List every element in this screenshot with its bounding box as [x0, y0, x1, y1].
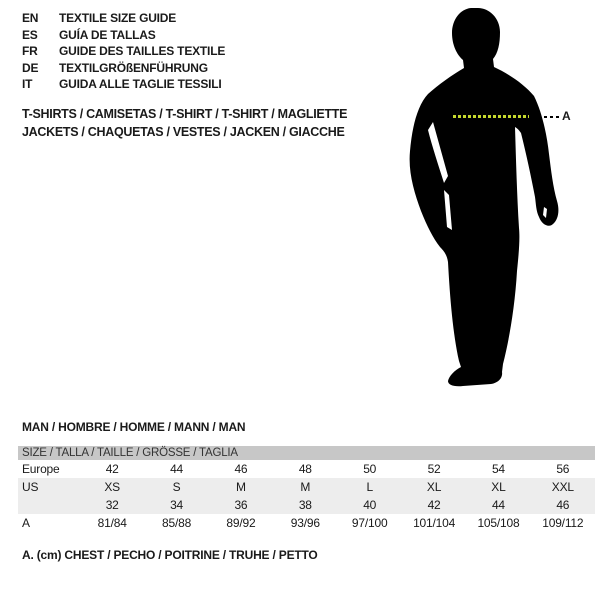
- size-cell: 89/92: [226, 516, 256, 530]
- category-line-jackets: JACKETS / CHAQUETAS / VESTES / JACKEN / GIACCHE: [22, 125, 345, 139]
- chest-measure-label: A: [562, 109, 571, 123]
- lang-code: ES: [22, 27, 38, 42]
- lang-code: IT: [22, 77, 33, 92]
- category-line-tshirts: T-SHIRTS / CAMISETAS / T-SHIRT / T-SHIRT / MAGLIETTE: [22, 107, 348, 121]
- row-label: [18, 496, 80, 514]
- lang-label: GUÍA DE TALLAS: [59, 27, 156, 42]
- chest-measure-dash-inner: [453, 115, 529, 118]
- size-cell: XS: [104, 480, 120, 494]
- size-cell: 97/100: [351, 516, 388, 530]
- row-label: A: [22, 516, 30, 530]
- lang-label: TEXTILE SIZE GUIDE: [59, 11, 177, 25]
- chest-measure-dash-outer: [544, 116, 561, 118]
- size-cell: 105/108: [477, 516, 520, 530]
- lang-code: FR: [22, 44, 38, 59]
- size-cell: 109/112: [542, 516, 584, 530]
- size-cell: L: [366, 480, 373, 494]
- table-row-numeric: [18, 496, 595, 514]
- measurement-footnote: A. (cm) CHEST / PECHO / POITRINE / TRUHE / PETTO: [22, 548, 318, 562]
- table-row-europe: [18, 460, 595, 478]
- size-cell: 44: [491, 498, 505, 512]
- size-cell: 36: [234, 498, 248, 512]
- size-table-section: [18, 446, 595, 532]
- size-cell: 52: [427, 462, 441, 476]
- lang-label: GUIDA ALLE TAGLIE TESSILI: [59, 77, 222, 92]
- row-label: US: [22, 480, 39, 494]
- size-cell: M: [300, 480, 311, 494]
- size-cell: S: [172, 480, 181, 494]
- size-cell: 46: [234, 462, 248, 476]
- size-cell: 42: [105, 462, 119, 476]
- size-cell: 101/104: [413, 516, 456, 530]
- size-cell: 93/96: [290, 516, 320, 530]
- size-cell: 85/88: [162, 516, 192, 530]
- size-cell: 32: [105, 498, 119, 512]
- size-cell: XXL: [551, 480, 574, 494]
- lang-label: TEXTILGRÖßENFÜHRUNG: [59, 60, 208, 75]
- size-cell: 44: [170, 462, 184, 476]
- size-cell: 56: [556, 462, 570, 476]
- table-row-us: [18, 478, 595, 496]
- section-heading-man: MAN / HOMBRE / HOMME / MANN / MAN: [22, 420, 246, 434]
- size-cell: 54: [491, 462, 505, 476]
- size-cell: 81/84: [97, 516, 127, 530]
- size-cell: 48: [298, 462, 312, 476]
- size-cell: 42: [427, 498, 441, 512]
- size-cell: XL: [491, 480, 506, 494]
- size-cell: M: [236, 480, 246, 494]
- size-table-header: SIZE / TALLA / TAILLE / GRÖSSE / TAGLIA: [18, 446, 595, 460]
- size-cell: 46: [556, 498, 570, 512]
- lang-label: GUIDE DES TAILLES TEXTILE: [59, 44, 226, 59]
- lang-code: DE: [22, 60, 39, 75]
- size-cell: 34: [170, 498, 184, 512]
- size-cell: XL: [426, 480, 442, 494]
- size-table: [18, 460, 595, 532]
- size-cell: 40: [363, 498, 377, 512]
- size-cell: 50: [363, 462, 377, 476]
- table-row-chest: [18, 514, 595, 532]
- size-cell: 38: [298, 498, 312, 512]
- lang-code: EN: [22, 11, 39, 25]
- row-label: Europe: [22, 462, 60, 476]
